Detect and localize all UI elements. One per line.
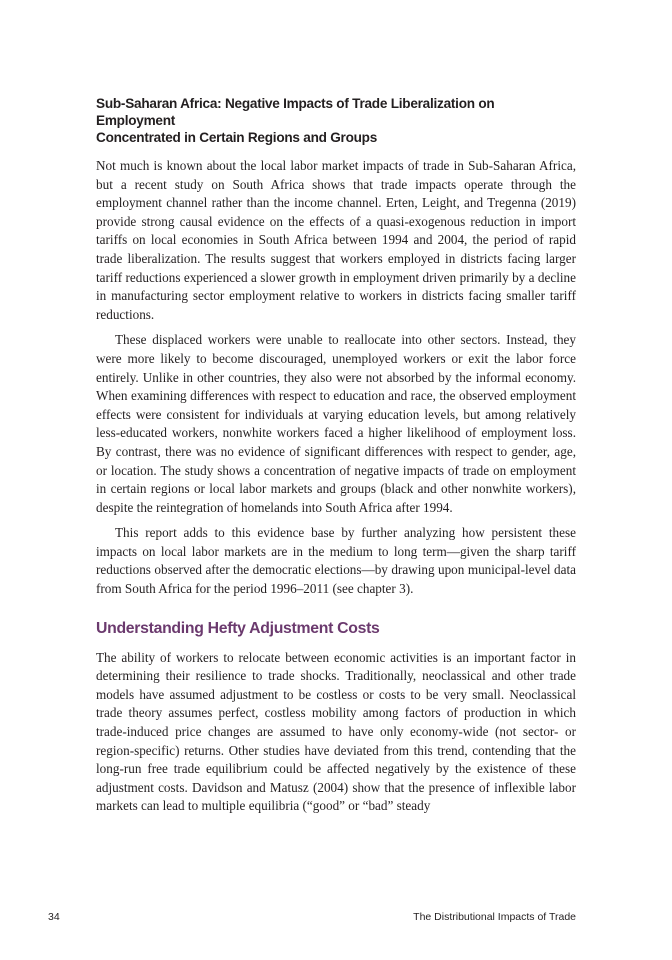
page-content	[96, 95, 576, 823]
subsection-heading-line2: Concentrated in Certain Regions and Groups	[96, 130, 378, 145]
subsection-heading-line1: Sub-Saharan Africa: Negative Impacts of Trade Liberalization on Employment	[96, 96, 495, 128]
section-heading: Understanding Hefty Adjustment Costs	[96, 619, 380, 637]
running-footer-title: The Distributional Impacts of Trade	[413, 911, 576, 923]
paragraph-adjustment-costs: The ability of workers to relocate between economic activities is an important factor in determining their resilience to trade shocks. Traditionally, neoclassical and other trade models have assumed adjustment to be costless or costs to be very small. Neoclassical trade theory assumes perfect, costless mobility among factors of production in which trade-induced price changes are assumed to have only economy-wide (not sector- or region-specific) returns. Other studies have deviated from this trend, contending that the long-run free trade equilibrium could be affected negatively by the existence of these adjustment costs. Davidson and Matusz (2004) show that the presence of inflexible labor markets can lead to multiple equilibria (“good” or “bad” steady	[96, 649, 576, 814]
paragraph-report-contribution: This report adds to this evidence base by further analyzing how persistent these impacts on local labor markets are in the medium to long term—given the sharp tariff reductions observed after the democratic elections—by drawing upon municipal-level data from South Africa for the period 1996–2011 (see chapter 3).	[96, 525, 576, 597]
paragraph-intro: Not much is known about the local labor market impacts of trade in Sub-Saharan Africa, but a recent study on South Africa shows that trade impacts operate through the employment channel rather than the income channel. Erten, Leight, and Tregenna (2019) provide strong causal evidence on the effects of a quasi-exogenous reduction in import tariffs on local economies in South Africa between 1994 and 2004, the period of rapid trade liberalization. The results suggest that workers employed in districts facing larger tariff reductions experienced a slower growth in employment driven primarily by a decline in manufacturing sector employment relative to workers in districts facing smaller tariff reductions.	[96, 158, 576, 322]
page-number: 34	[48, 911, 60, 923]
paragraph-displaced-workers: These displaced workers were unable to reallocate into other sectors. Instead, they were more likely to become discouraged, unemployed workers or exit the labor force entirely. Unlike in other countries, they also were not absorbed by the informal economy. When examining differences with respect to education and race, the observed employment effects were consistent for individuals at varying education levels, but among relatively less-educated workers, nonwhite workers faced a higher likelihood of employment loss. By contrast, there was no evidence of significant differences with respect to gender, age, or location. The study shows a concentration of negative impacts of trade on employment in certain regions or local labor markets and groups (black and other nonwhite workers), despite the reintegration of homelands into South Africa after 1994.	[96, 332, 576, 515]
subsection-heading	[96, 95, 576, 146]
